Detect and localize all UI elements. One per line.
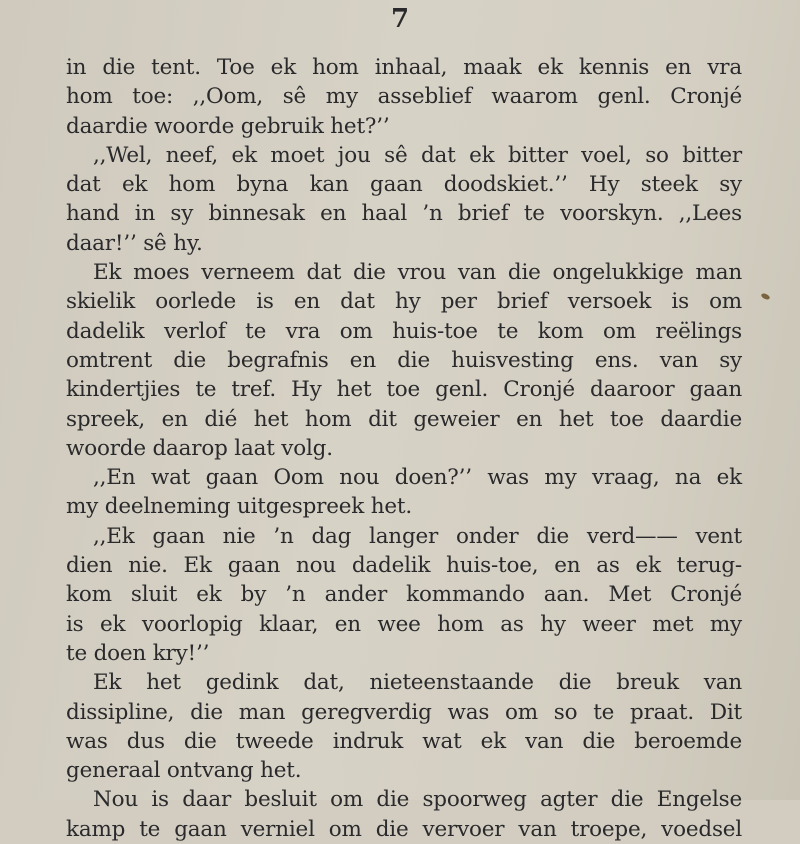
text-line: was dus die tweede indruk wat ek van die beroemde bbox=[66, 728, 742, 754]
text-line: Ek het gedink dat, nieteenstaande die breuk van bbox=[93, 670, 742, 696]
text-line: kindertjies te tref. Hy het toe genl. Cronjé daaroor gaan bbox=[66, 377, 742, 403]
text-line: daar!’’ sê hy. bbox=[66, 230, 203, 256]
paper-speck bbox=[760, 292, 770, 300]
text-line: ,,Wel, neef, ek moet jou sê dat ek bitter voel, so bitter bbox=[93, 142, 742, 168]
text-line: woorde daarop laat volg. bbox=[66, 435, 333, 461]
text-line: hom toe: ,,Oom, sê my asseblief waarom genl. Cronjé bbox=[66, 84, 742, 110]
body-text bbox=[66, 53, 742, 842]
text-line: Ek moes verneem dat die vrou van die ongelukkige man bbox=[93, 260, 742, 286]
text-line: in die tent. Toe ek hom inhaal, maak ek kennis en vra bbox=[66, 55, 742, 80]
text-line: dien nie. Ek gaan nou dadelik huis-toe, en as ek terug- bbox=[66, 553, 742, 579]
text-line: kom sluit ek by ’n ander kommando aan. Met Cronjé bbox=[66, 582, 742, 608]
text-line: dat ek hom byna kan gaan doodskiet.’’ Hy steek sy bbox=[66, 172, 742, 198]
text-line: kamp te gaan verniel om die vervoer van troepe, voedsel bbox=[66, 816, 742, 842]
text-line: te doen kry!’’ bbox=[66, 640, 210, 666]
text-line: ,,Ek gaan nie ’n dag langer onder die verd—— vent bbox=[93, 523, 742, 549]
text-line: Nou is daar besluit om die spoorweg agter die Engelse bbox=[93, 787, 742, 813]
text-line: omtrent die begrafnis en die huisvesting ens. van sy bbox=[66, 347, 742, 373]
text-line: dissipline, die man geregverdig was om so te praat. Dit bbox=[66, 699, 742, 725]
text-line: dadelik verlof te vra om huis-toe te kom om reëlings bbox=[66, 318, 742, 344]
text-line: daardie woorde gebruik het?’’ bbox=[66, 113, 390, 139]
text-line: is ek voorlopig klaar, en wee hom as hy weer met my bbox=[66, 611, 742, 637]
text-line: hand in sy binnesak en haal ’n brief te voorskyn. ,,Lees bbox=[66, 201, 742, 227]
text-line: generaal ontvang het. bbox=[66, 758, 302, 784]
text-line: skielik oorlede is en dat hy per brief versoek is om bbox=[66, 289, 742, 315]
text-line: my deelneming uitgespreek het. bbox=[66, 494, 413, 520]
text-line: spreek, en dié het hom dit geweier en het toe daardie bbox=[66, 406, 742, 432]
text-line: ,,En wat gaan Oom nou doen?’’ was my vraag, na ek bbox=[93, 465, 742, 491]
page-number: 7 bbox=[390, 4, 410, 34]
